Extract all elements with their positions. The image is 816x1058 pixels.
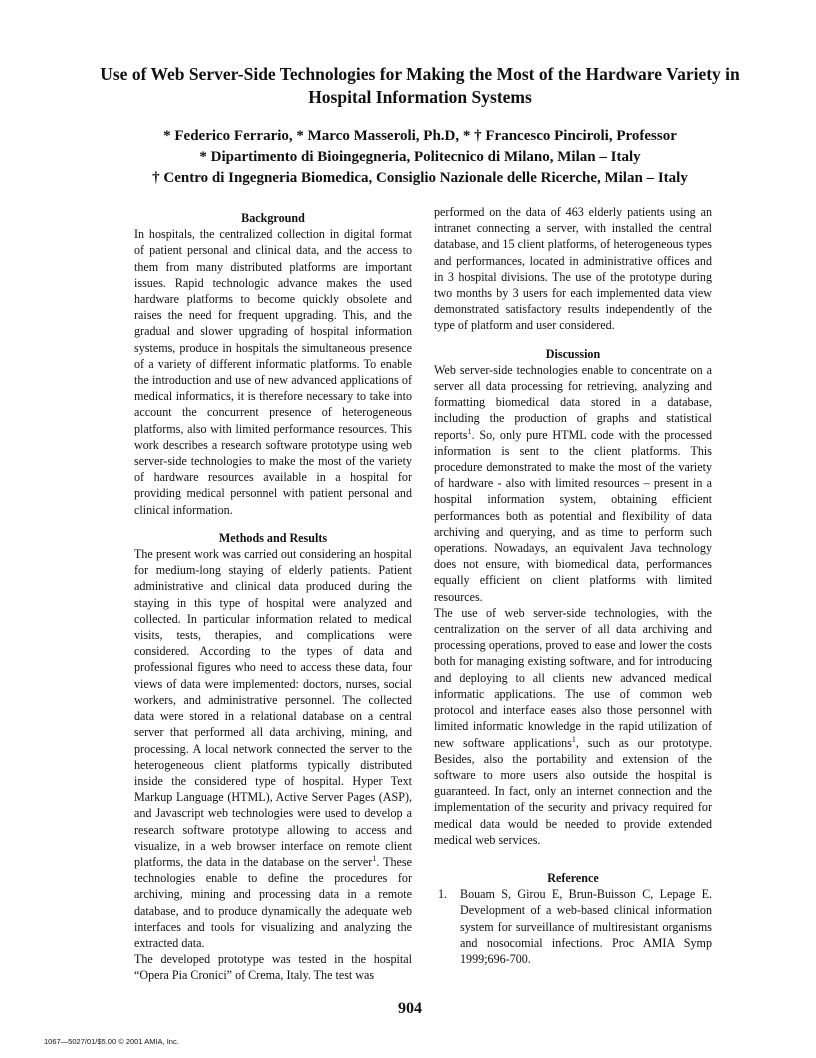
discussion-p2-b: , such as our prototype. Besides, also the portability and extension of the software to more users also outside the hospital is guaranteed. In fact, only an internet connection and the implementation of the security and privacy required for medical data would be needed to provide extended medical web services. xyxy=(434,735,712,847)
discussion-paragraph-2 xyxy=(434,605,712,848)
discussion-p2-a: The use of web server-side technologies, with the centralization on the server of all data archiving and processing operations, proved to ease and lower the costs both for managing existing software, and for introducing and deploying to all clients new advanced medical informatic applications. The use of common web protocol and interface eases also those personnel with limited informatic knowledge in the rapid utilization of new software applications xyxy=(434,605,712,750)
methods-heading: Methods and Results xyxy=(218,530,328,545)
page-number: 904 xyxy=(398,1000,422,1017)
methods-text-2b: performed on the data of 463 elderly patients using an intranet connecting a server, with installed the central database, and 15 client platforms, of heterogeneous types and performances, located in administrative offices and in 3 hospital divisions. The use of the prototype during two months by 3 users for each implemented data view demonstrated satisfactory results independently of the type of platform and user considered. xyxy=(434,205,712,333)
author-block xyxy=(110,126,730,189)
affiliation-1: * Dipartimento di Bioingegneria, Politecnico di Milano, Milan – Italy xyxy=(199,149,641,165)
left-column xyxy=(134,210,412,984)
citation-2: 1 xyxy=(467,426,472,436)
authors-line: * Federico Ferrario, * Marco Masseroli, Ph.D, * † Francesco Pinciroli, Professor xyxy=(163,128,677,144)
methods-text-1a: The present work was carried out considering an hospital for medium-long staying of elderly patients. Patient administrative and clinical data produced during the staying in this type of hospital were analyzed and collected. In particular information related to medical visits, tests, therapies, and complications were considered. According to the types of data and professional figures who need to access these data, four views of data were implemented: doctors, nurses, social workers, and administrative personnel. The collected data were stored in a relational database on a central server that performed all data archiving, mining, and processing. A local network connected the server to the heterogeneous client platforms typically distributed inside the considered type of hospital. Hyper Text Markup Language (HTML), Active Server Pages (ASP), and Javascript web technologies were used to develop a research software prototype allowing to access and visualize, in a web browser interface on remote client platforms, the data in the database on the server xyxy=(134,547,412,869)
citation-3: 1 xyxy=(571,734,576,744)
discussion-paragraph-1 xyxy=(434,362,712,605)
paper-title: Use of Web Server-Side Technologies for Making the Most of the Hardware Variety in Hospital Information Systems xyxy=(100,64,740,107)
reference-heading: Reference xyxy=(547,870,599,885)
citation-1: 1 xyxy=(372,853,377,863)
methods-text-2a: The developed prototype was tested in the hospital “Opera Pia Cronici” of Crema, Italy. The test was xyxy=(134,952,412,983)
background-heading: Background xyxy=(241,211,305,225)
discussion-heading: Discussion xyxy=(545,346,601,361)
methods-text-1 xyxy=(134,546,412,951)
reference-text: Bouam S, Girou E, Brun-Buisson C, Lepage E. Development of a web-based clinical information system for surveillance of multiresistant organisms and nosocomial infections. Proc AMIA Symp 1999;696-700. xyxy=(460,887,712,966)
copyright-notice: 1067—5027/01/$5.00 © 2001 AMIA, Inc. xyxy=(44,1037,179,1046)
discussion-p1-b: . So, only pure HTML code with the processed information is sent to the client platforms. This procedure demonstrated to make the most of the variety of hardware - also with limited resources – present in a hospital information system, obtaining efficient performances both as potential and flexibility of data archiving and querying, and as time to perform such operations. Nowadays, an equivalent Java technology does not ensure, with biomedical data, performances equally efficient on client platforms with limited resources. xyxy=(434,427,712,604)
right-column xyxy=(434,204,712,967)
affiliation-2: † Centro di Ingegneria Biomedica, Consiglio Nazionale delle Ricerche, Milan – Italy xyxy=(152,170,688,186)
background-text: In hospitals, the centralized collection in digital format of patient personal and clinical data, and the access to them from many distributed platforms are important issues. Rapid technologic advance makes the used hardware platforms to become quickly obsolete and raises the need for frequent upgrading. This, and the gradual and slower upgrading of hospital information systems, produce in hospitals the simultaneous presence of a variety of different informatic platforms. To enable the introduction and use of new advanced applications of medical informatics, it is therefore necessary to take into account the concurrent presence of heterogeneous platforms, also with limited performance resources. This work describes a research software prototype using web server-side technologies to make the most of the variety of hardware resources available in a hospital for providing medical personnel with patient personal and clinical information. xyxy=(134,227,412,517)
methods-text-1b: . These technologies enable to define the procedures for archiving, mining and processing data in a remote database, and to produce dynamically the adequate web interfaces and tools for visualizing and analyzing the extracted data. xyxy=(134,854,412,950)
discussion-p1-a: Web server-side technologies enable to concentrate on a server all data processing for retrieving, analyzing and formatting biomedical data stored in a database, including the production of graphs and statistical reports xyxy=(434,362,712,442)
reference-item xyxy=(434,886,712,967)
reference-number: 1. xyxy=(438,887,448,902)
